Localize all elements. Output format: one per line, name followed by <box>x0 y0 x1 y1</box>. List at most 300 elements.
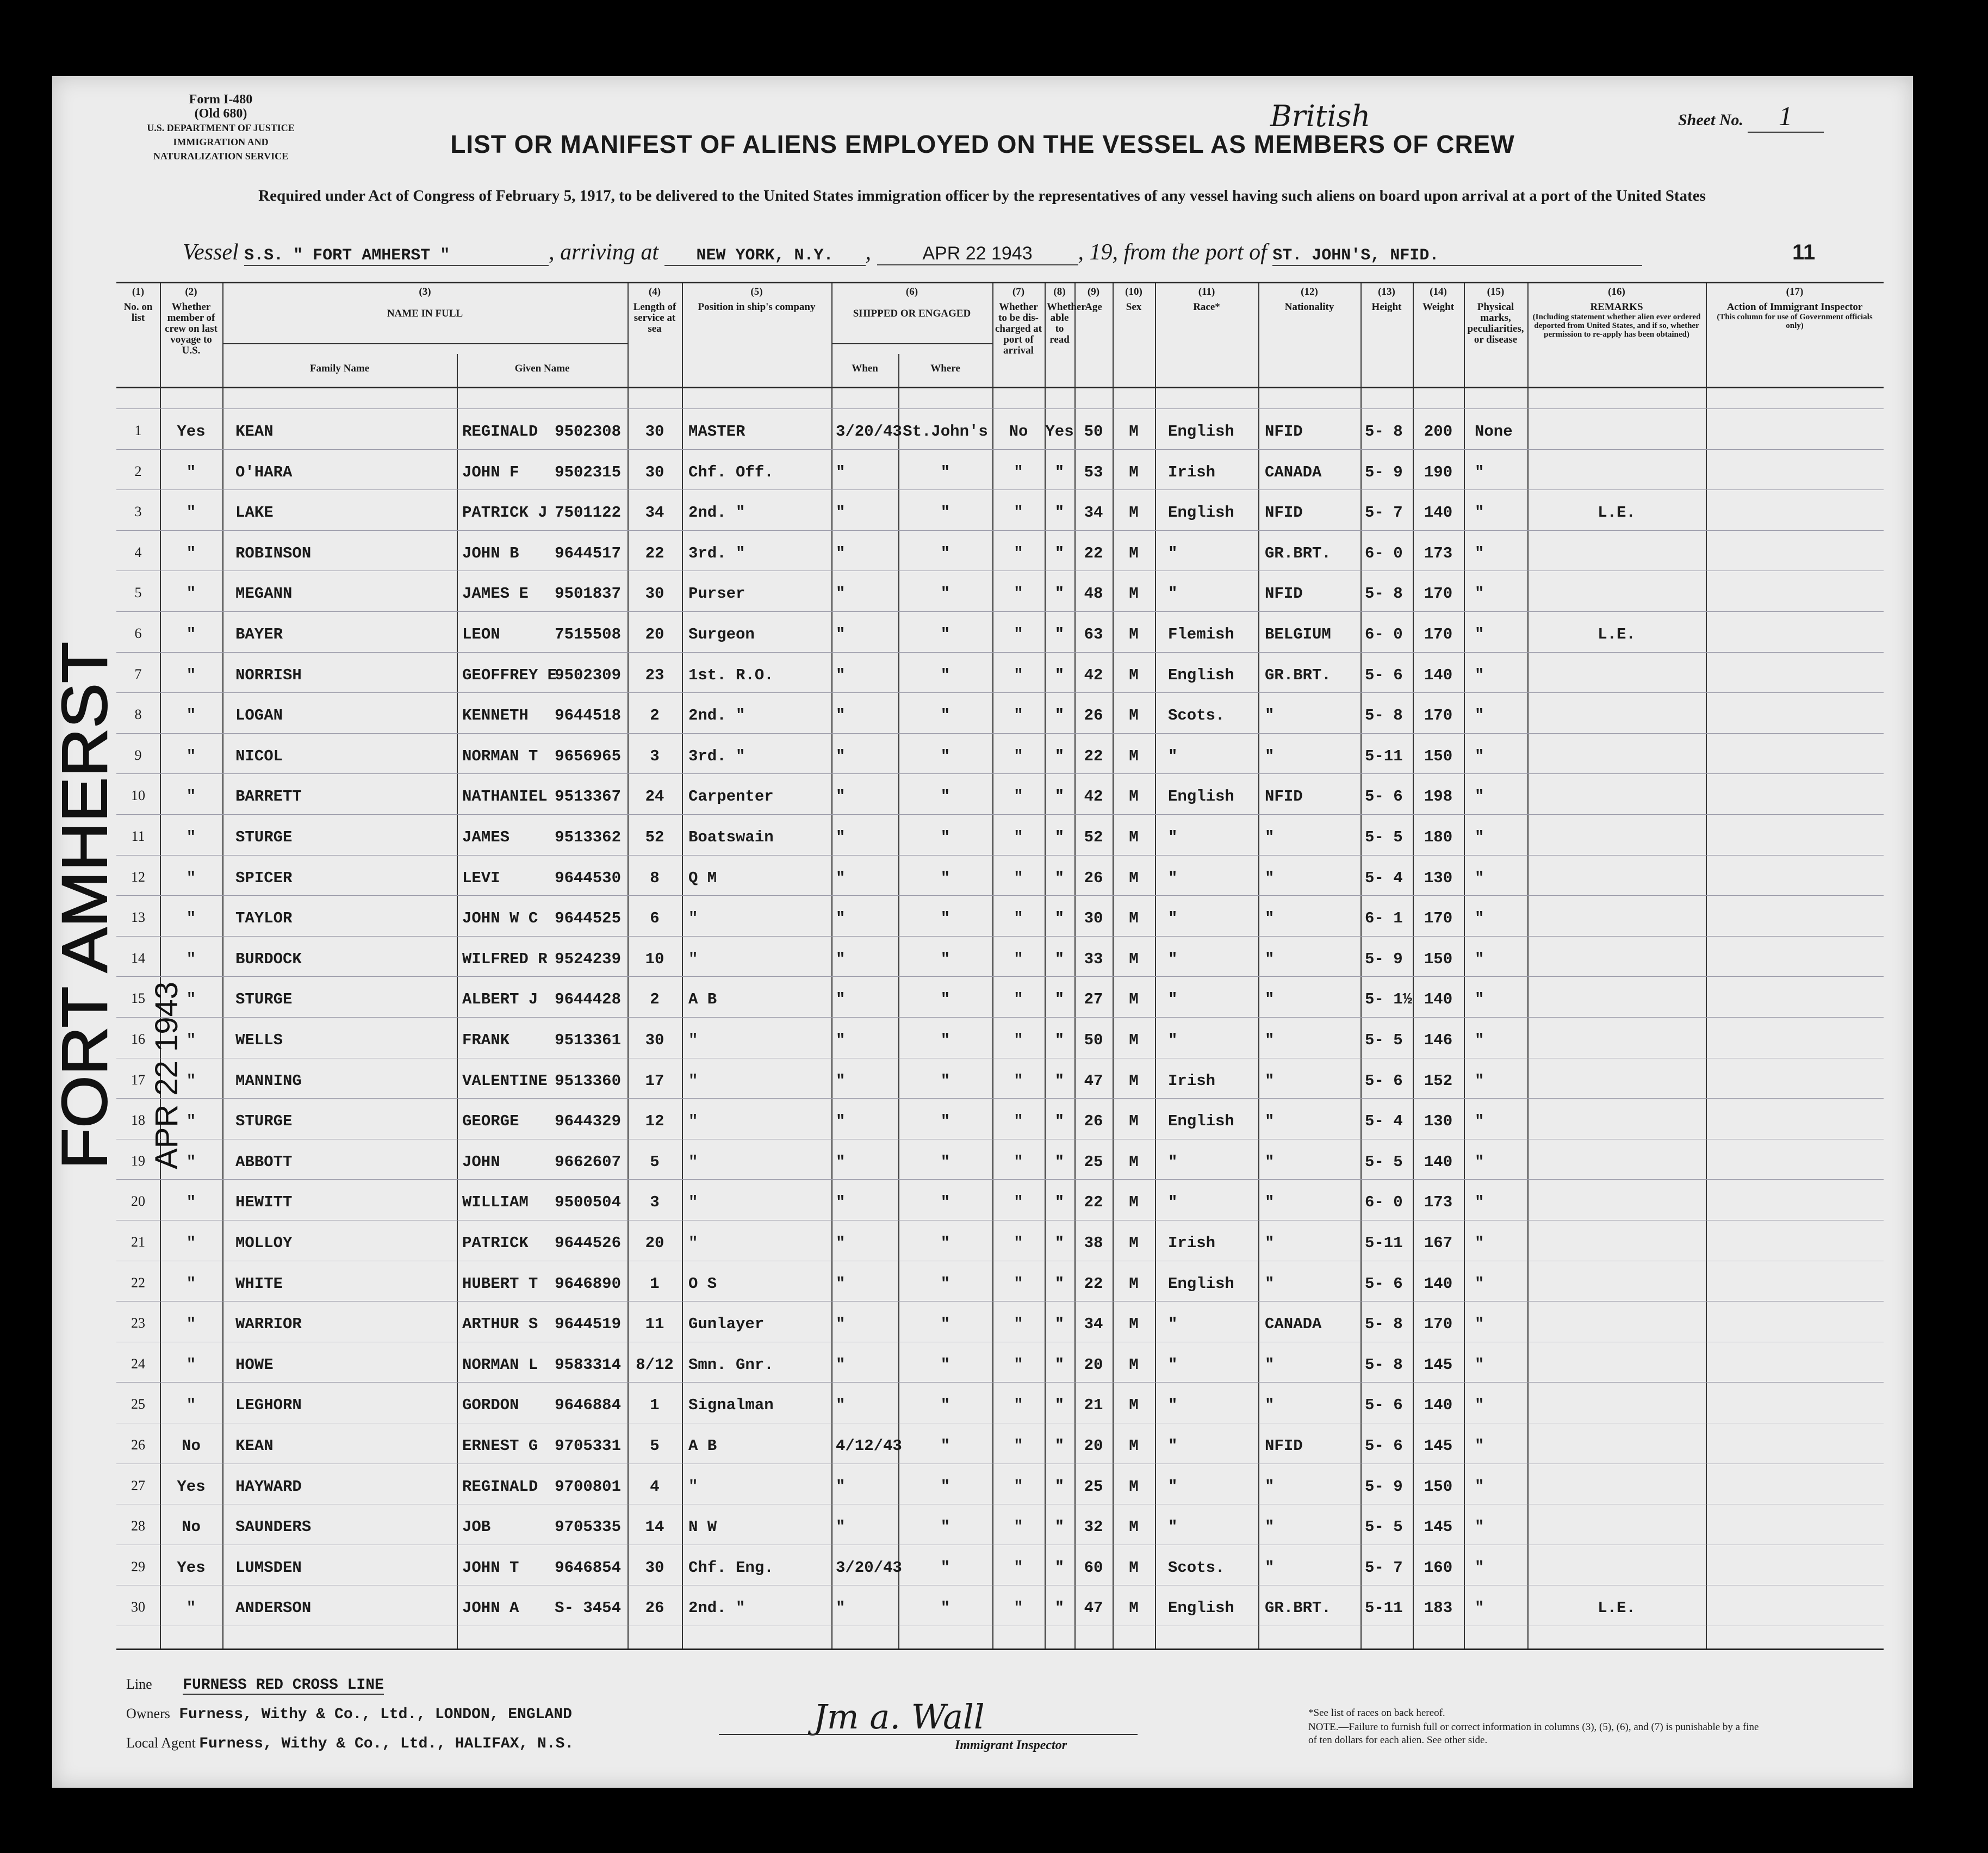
table-cell: 4/12/43 <box>836 1437 902 1455</box>
table-cell: 5- 7 <box>1365 1558 1403 1577</box>
footer-agent-field <box>126 1735 574 1752</box>
table-cell: NFID <box>1265 504 1303 522</box>
table-cell: " <box>1014 1193 1023 1212</box>
table-cell: 2 <box>650 707 660 725</box>
table-cell: No <box>182 1518 201 1536</box>
table-cell: " <box>1014 1031 1023 1049</box>
subheader-divider <box>222 343 628 344</box>
table-cell: " <box>688 1031 698 1049</box>
column-header <box>1157 287 1256 313</box>
table-cell: " <box>1014 1315 1023 1334</box>
table-cell: 183 <box>1424 1599 1453 1617</box>
table-cell: " <box>186 504 196 522</box>
table-cell: 5- 5 <box>1365 1031 1403 1049</box>
table-cell: M <box>1129 788 1139 806</box>
table-cell: " <box>1014 544 1023 562</box>
table-cell: 3/20/43 <box>836 1558 902 1577</box>
table-cell: Gunlayer <box>688 1315 765 1334</box>
table-cell: 25 <box>1084 1152 1103 1171</box>
table-cell: " <box>1475 1396 1484 1415</box>
table-cell: N W <box>688 1518 717 1536</box>
table-cell: 2 <box>134 463 142 479</box>
table-cell: Signalman <box>688 1396 774 1415</box>
table-cell: 140 <box>1424 1152 1453 1171</box>
table-cell: 5- 5 <box>1365 828 1403 846</box>
table-cell: " <box>940 1396 950 1415</box>
table-cell: 146 <box>1424 1031 1453 1049</box>
table-cell: " <box>1475 909 1484 928</box>
table-cell: BAYER <box>235 625 283 643</box>
table-cell: JOHN A <box>462 1599 519 1617</box>
table-cell: M <box>1129 909 1139 928</box>
table-cell: 5- 6 <box>1365 1437 1403 1455</box>
table-cell: ARTHUR S <box>462 1315 538 1334</box>
table-cell: 3 <box>650 1193 660 1212</box>
table-cell: " <box>186 463 196 481</box>
column-number: (8) <box>1053 286 1066 298</box>
table-cell: 145 <box>1424 1437 1453 1455</box>
table-cell: 9646884 <box>555 1396 621 1415</box>
column-label: Physical marks, peculiarities, or disease <box>1467 301 1524 345</box>
table-cell: " <box>940 585 950 603</box>
table-cell: M <box>1129 1558 1139 1577</box>
year-prefix: 19 <box>1089 240 1113 265</box>
column-header <box>1466 287 1525 345</box>
table-cell: " <box>1014 990 1023 1009</box>
table-cell: " <box>940 1193 950 1212</box>
table-cell: " <box>1168 1152 1178 1171</box>
table-cell: " <box>186 1396 196 1415</box>
table-cell: " <box>1014 1477 1023 1496</box>
footer-owners-field <box>126 1706 572 1723</box>
required-notice: Required under Act of Congress of February 5, 1917, to be delivered to the United States immigration officer by the representatives of any vessel having such aliens on board upon arrival at a port of the United States <box>258 187 1706 204</box>
table-cell: O S <box>688 1274 717 1293</box>
table-cell: 1 <box>650 1396 660 1415</box>
column-label: Age <box>1085 301 1102 313</box>
footer-line-field <box>126 1676 384 1695</box>
table-cell: 53 <box>1084 463 1103 481</box>
table-cell: 22 <box>131 1274 145 1291</box>
table-cell: 14 <box>131 950 145 966</box>
column-header <box>1115 287 1153 313</box>
table-cell: GEOFFREY E <box>462 666 557 684</box>
column-label: No. on list <box>123 301 153 324</box>
table-cell: 12 <box>645 1112 664 1131</box>
table-cell: " <box>186 1274 196 1293</box>
table-cell: " <box>1054 990 1065 1009</box>
column-subheader: Given Name <box>514 363 570 374</box>
table-cell: 8 <box>134 707 142 723</box>
table-cell: " <box>1054 544 1065 562</box>
table-cell: " <box>940 625 950 643</box>
table-cell: M <box>1129 1396 1139 1415</box>
table-cell: " <box>1054 1071 1065 1090</box>
races-note: *See list of races on back hereof. <box>1308 1707 1445 1719</box>
table-cell: " <box>1265 1558 1275 1577</box>
table-cell: " <box>1475 1437 1484 1455</box>
table-cell: MANNING <box>235 1071 302 1090</box>
table-cell: " <box>1475 1274 1484 1293</box>
table-row <box>116 1020 1884 1061</box>
subheader-divider <box>831 343 992 344</box>
table-cell: " <box>186 788 196 806</box>
table-cell: 1st. R.O. <box>688 666 774 684</box>
table-cell: " <box>1054 1152 1065 1171</box>
table-row <box>116 453 1884 493</box>
table-cell: " <box>836 1599 846 1617</box>
table-cell: " <box>1265 1274 1275 1293</box>
form-number: Form I-480 <box>189 92 253 107</box>
table-cell: " <box>1054 504 1065 522</box>
table-cell: 5- 9 <box>1365 1477 1403 1496</box>
table-cell: HUBERT T <box>462 1274 538 1293</box>
table-cell: " <box>1265 1112 1275 1131</box>
table-cell: HAYWARD <box>235 1477 302 1496</box>
table-cell: " <box>186 1234 196 1252</box>
column-label: NAME IN FULL <box>387 308 463 319</box>
table-row <box>116 1385 1884 1426</box>
table-cell: " <box>1475 1234 1484 1252</box>
table-cell: 130 <box>1424 1112 1453 1131</box>
table-cell: 5- 1½ <box>1365 990 1413 1009</box>
table-cell: 5- 6 <box>1365 788 1403 806</box>
table-cell: JOHN <box>462 1152 500 1171</box>
table-cell: " <box>186 585 196 603</box>
table-cell: " <box>1014 1599 1023 1617</box>
table-cell: Yes <box>1045 423 1074 441</box>
column-number: (7) <box>1012 286 1025 298</box>
table-cell: NFID <box>1265 585 1303 603</box>
column-label: Whether member of crew on last voyage to U.S. <box>165 301 218 356</box>
table-cell: 5- 8 <box>1365 1315 1403 1334</box>
table-cell: 26 <box>1084 1112 1103 1131</box>
table-cell: 150 <box>1424 950 1453 968</box>
table-cell: " <box>1475 950 1484 968</box>
table-cell: 4 <box>134 544 142 560</box>
table-row <box>116 980 1884 1020</box>
table-cell: " <box>1014 1518 1023 1536</box>
table-cell: " <box>940 1315 950 1334</box>
table-cell: 16 <box>131 1031 145 1047</box>
table-cell: " <box>186 1315 196 1334</box>
table-cell: 9583314 <box>555 1355 621 1374</box>
table-cell: O'HARA <box>235 463 293 481</box>
table-cell: " <box>1265 1518 1275 1536</box>
column-number: (17) <box>1786 286 1804 298</box>
table-cell: JOHN F <box>462 463 519 481</box>
table-cell: BELGIUM <box>1265 625 1331 643</box>
table-cell: 30 <box>645 585 664 603</box>
table-cell: 145 <box>1424 1518 1453 1536</box>
table-cell: 7515508 <box>555 625 621 643</box>
table-cell: M <box>1129 1599 1139 1617</box>
table-cell: " <box>836 788 846 806</box>
table-row <box>116 817 1884 858</box>
table-cell: " <box>940 990 950 1009</box>
table-cell: " <box>940 950 950 968</box>
table-row <box>116 1467 1884 1507</box>
table-cell: GORDON <box>462 1396 519 1415</box>
table-cell: 6 <box>650 909 660 928</box>
table-cell: 22 <box>1084 1274 1103 1293</box>
table-cell: Q M <box>688 869 717 887</box>
table-cell: 5- 6 <box>1365 1274 1403 1293</box>
table-cell: 48 <box>1084 585 1103 603</box>
table-row <box>116 1101 1884 1142</box>
table-cell: " <box>1014 463 1023 481</box>
column-header <box>684 287 829 313</box>
table-cell: M <box>1129 1355 1139 1374</box>
table-cell: 9644525 <box>555 909 621 928</box>
table-cell: " <box>688 1152 698 1171</box>
table-cell: " <box>1168 1396 1178 1415</box>
column-label: SHIPPED OR ENGAGED <box>853 308 971 319</box>
table-cell: " <box>836 463 846 481</box>
table-cell: " <box>1054 828 1065 846</box>
table-cell: " <box>940 747 950 765</box>
table-cell: Yes <box>177 1558 206 1577</box>
table-cell: " <box>186 950 196 968</box>
table-cell: " <box>940 828 950 846</box>
table-cell: Yes <box>177 1477 206 1496</box>
table-cell: " <box>1014 504 1023 522</box>
table-cell: " <box>186 909 196 928</box>
table-cell: WILFRED R <box>462 950 548 968</box>
table-cell: ABBOTT <box>235 1152 293 1171</box>
column-header <box>1077 287 1110 313</box>
table-cell: Yes <box>177 423 206 441</box>
table-row <box>116 1507 1884 1547</box>
table-cell: M <box>1129 463 1139 481</box>
table-cell: 20 <box>645 625 664 643</box>
table-cell: " <box>186 625 196 643</box>
table-cell: S- 3454 <box>555 1599 621 1617</box>
table-cell: 170 <box>1424 585 1453 603</box>
table-cell: 24 <box>645 788 664 806</box>
column-number: (3) <box>419 286 431 298</box>
table-cell: ERNEST G <box>462 1437 538 1455</box>
table-cell: 20 <box>131 1193 145 1210</box>
table-cell: 9513361 <box>555 1031 621 1049</box>
table-row <box>116 615 1884 655</box>
table-cell: 5- 9 <box>1365 463 1403 481</box>
table-cell: 2nd. " <box>688 1599 746 1617</box>
table-cell: Flemish <box>1168 625 1234 643</box>
table-row <box>116 1061 1884 1101</box>
table-cell: " <box>836 1112 846 1131</box>
table-cell: 50 <box>1084 1031 1103 1049</box>
table-cell: " <box>1475 625 1484 643</box>
column-number: (10) <box>1125 286 1142 298</box>
table-cell: 20 <box>645 1234 664 1252</box>
table-cell: 5- 6 <box>1365 1071 1403 1090</box>
column-header <box>162 287 220 356</box>
table-cell: ALBERT J <box>462 990 538 1009</box>
table-cell: " <box>688 1071 698 1090</box>
table-cell: " <box>1168 1193 1178 1212</box>
table-cell: 8/12 <box>636 1355 674 1374</box>
column-number: (2) <box>185 286 197 298</box>
table-cell: " <box>688 1477 698 1496</box>
table-cell: JOHN W C <box>462 909 538 928</box>
table-cell: " <box>1054 747 1065 765</box>
table-cell: 5 <box>650 1437 660 1455</box>
table-cell: " <box>1168 747 1178 765</box>
table-row <box>116 1588 1884 1628</box>
table-cell: " <box>940 1437 950 1455</box>
column-subheader: When <box>852 363 878 374</box>
table-cell: Boatswain <box>688 828 774 846</box>
table-cell: " <box>1054 707 1065 725</box>
table-cell: JAMES E <box>462 585 529 603</box>
table-cell: Surgeon <box>688 625 755 643</box>
table-cell: M <box>1129 544 1139 562</box>
table-cell: " <box>1014 1396 1023 1415</box>
table-cell: 167 <box>1424 1234 1453 1252</box>
table-cell: 140 <box>1424 504 1453 522</box>
table-cell: " <box>1475 707 1484 725</box>
table-cell: 5- 4 <box>1365 869 1403 887</box>
table-cell: M <box>1129 1477 1139 1496</box>
table-cell: 5- 5 <box>1365 1152 1403 1171</box>
table-cell: 9513367 <box>555 788 621 806</box>
table-cell: 145 <box>1424 1355 1453 1374</box>
table-cell: " <box>940 1031 950 1049</box>
table-cell: " <box>1475 869 1484 887</box>
table-cell: 25 <box>131 1396 145 1412</box>
table-cell: 21 <box>1084 1396 1103 1415</box>
table-cell: REGINALD <box>462 1477 538 1496</box>
table-cell: " <box>186 990 196 1009</box>
table-cell: 10 <box>131 788 145 804</box>
table-cell: " <box>1475 1112 1484 1131</box>
table-cell: " <box>836 1315 846 1334</box>
table-cell: 140 <box>1424 1274 1453 1293</box>
column-label: Nationality <box>1284 301 1334 313</box>
table-cell: 9705335 <box>555 1518 621 1536</box>
table-row <box>116 777 1884 817</box>
column-note: (Including statement whether alien ever ordered deported from United States, and if so, whether permission to re-apply has been obtained) <box>1532 313 1701 339</box>
table-cell: " <box>1014 1071 1023 1090</box>
table-cell: 30 <box>645 423 664 441</box>
table-cell: M <box>1129 869 1139 887</box>
table-cell: " <box>1168 909 1178 928</box>
table-cell: JOHN T <box>462 1558 519 1577</box>
table-cell: 22 <box>1084 747 1103 765</box>
table-cell: 9644518 <box>555 707 621 725</box>
table-cell: " <box>1014 707 1023 725</box>
table-cell: 170 <box>1424 707 1453 725</box>
table-cell: " <box>1014 788 1023 806</box>
table-cell: " <box>1265 1477 1275 1496</box>
table-cell: " <box>836 1274 846 1293</box>
column-number: (6) <box>905 286 918 298</box>
table-cell: " <box>1265 950 1275 968</box>
table-row <box>116 736 1884 777</box>
table-cell: M <box>1129 666 1139 684</box>
column-header <box>1260 287 1358 313</box>
table-cell: " <box>940 1518 950 1536</box>
table-cell: 198 <box>1424 788 1453 806</box>
table-cell: 13 <box>131 909 145 926</box>
table-cell: " <box>1265 707 1275 725</box>
table-cell: 9513360 <box>555 1071 621 1090</box>
table-cell: STURGE <box>235 1112 293 1131</box>
table-cell: TAYLOR <box>235 909 293 928</box>
table-cell: SPICER <box>235 869 293 887</box>
table-cell: WELLS <box>235 1031 283 1049</box>
table-cell: 22 <box>645 544 664 562</box>
table-cell: NFID <box>1265 788 1303 806</box>
table-cell: 190 <box>1424 463 1453 481</box>
table-cell: " <box>1054 1234 1065 1252</box>
table-cell: 32 <box>1084 1518 1103 1536</box>
table-cell: " <box>1014 747 1023 765</box>
table-cell: " <box>186 1355 196 1374</box>
table-cell: " <box>1265 1234 1275 1252</box>
table-cell: NORMAN T <box>462 747 538 765</box>
table-cell: " <box>1054 1355 1065 1374</box>
table-cell: 8 <box>650 869 660 887</box>
table-cell: 3/20/43 <box>836 423 902 441</box>
table-cell: 52 <box>645 828 664 846</box>
table-cell: 22 <box>1084 544 1103 562</box>
table-cell: " <box>836 747 846 765</box>
table-cell: 5- 9 <box>1365 950 1403 968</box>
table-cell: 5-11 <box>1365 747 1403 765</box>
table-cell: " <box>940 463 950 481</box>
table-cell: 3rd. " <box>688 747 746 765</box>
table-cell: " <box>186 869 196 887</box>
table-cell: 150 <box>1424 1477 1453 1496</box>
column-number: (12) <box>1301 286 1318 298</box>
column-number: (11) <box>1198 286 1215 298</box>
table-cell: " <box>1014 666 1023 684</box>
table-cell: SAUNDERS <box>235 1518 312 1536</box>
table-cell: " <box>836 1518 846 1536</box>
table-cell: KEAN <box>235 1437 274 1455</box>
table-cell: 200 <box>1424 423 1453 441</box>
table-row <box>116 1264 1884 1304</box>
table-cell: " <box>836 1355 846 1374</box>
table-cell: STURGE <box>235 990 293 1009</box>
table-cell: " <box>186 666 196 684</box>
page-number: 11 <box>1792 240 1816 264</box>
table-row <box>116 858 1884 898</box>
table-cell: 160 <box>1424 1558 1453 1577</box>
table-cell: " <box>1168 1315 1178 1334</box>
table-cell: 42 <box>1084 788 1103 806</box>
table-cell: 9513362 <box>555 828 621 846</box>
table-cell: 30 <box>1084 909 1103 928</box>
table-cell: PATRICK <box>462 1234 529 1252</box>
table-cell: 9500504 <box>555 1193 621 1212</box>
table-cell: 34 <box>1084 504 1103 522</box>
table-cell: M <box>1129 625 1139 643</box>
table-cell: " <box>836 909 846 928</box>
table-cell: 11 <box>645 1315 664 1334</box>
page-title: LIST OR MANIFEST OF ALIENS EMPLOYED ON THE VESSEL AS MEMBERS OF CREW <box>450 130 1515 158</box>
column-label: Length of service at sea <box>633 301 676 334</box>
table-cell: 9705331 <box>555 1437 621 1455</box>
table-cell: 27 <box>1084 990 1103 1009</box>
table-cell: 60 <box>1084 1558 1103 1577</box>
line-value: FURNESS RED CROSS LINE <box>183 1677 384 1694</box>
table-cell: " <box>940 544 950 562</box>
table-cell: " <box>1475 544 1484 562</box>
table-cell: HOWE <box>235 1355 274 1374</box>
table-cell: " <box>836 625 846 643</box>
